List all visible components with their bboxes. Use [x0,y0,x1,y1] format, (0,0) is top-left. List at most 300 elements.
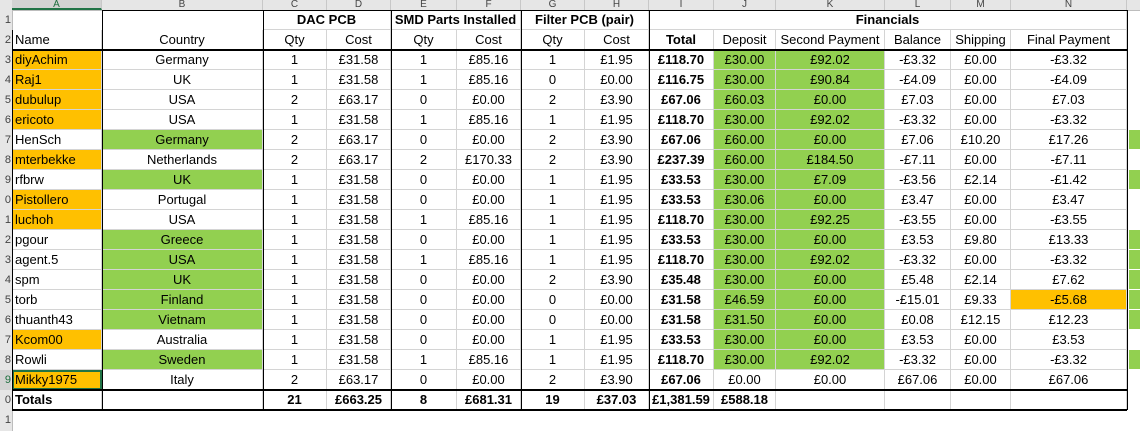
table-cell-sq[interactable]: 1 [391,350,457,370]
table-cell-shipping[interactable]: £9.33 [951,290,1011,310]
table-cell-deposit[interactable]: £30.00 [714,50,776,70]
table-cell-fq[interactable]: 2 [521,270,585,290]
table-cell-second[interactable]: £0.00 [776,370,885,390]
table-cell-fc[interactable]: £1.95 [585,330,649,350]
table-cell-name[interactable]: agent.5 [12,250,102,270]
column-header-a[interactable]: A [12,0,102,10]
table-cell-shipping[interactable]: £0.00 [951,190,1011,210]
table-cell-dq[interactable]: 1 [263,50,327,70]
table-cell-dc[interactable]: £31.58 [327,110,391,130]
table-cell-shipping[interactable]: £0.00 [951,210,1011,230]
table-cell-final[interactable]: -£7.11 [1011,150,1127,170]
table-cell-sc[interactable]: £85.16 [457,250,521,270]
table-cell-balance[interactable]: -£4.09 [885,70,951,90]
table-cell-final[interactable]: -£3.32 [1011,110,1127,130]
column-header-f[interactable]: F [457,0,521,10]
table-cell-dq[interactable]: 1 [263,330,327,350]
table-cell-total[interactable]: £31.58 [649,290,714,310]
table-cell-dq[interactable]: 1 [263,270,327,290]
table-cell-sc[interactable]: £0.00 [457,310,521,330]
column-label[interactable]: Name [12,30,102,50]
table-cell-deposit[interactable]: £46.59 [714,290,776,310]
table-cell-balance[interactable]: £7.03 [885,90,951,110]
table-cell-name[interactable]: thuanth43 [12,310,102,330]
table-cell-country[interactable]: Netherlands [102,150,263,170]
table-cell-balance[interactable]: -£3.32 [885,250,951,270]
table-cell-final[interactable]: -£3.32 [1011,250,1127,270]
table-cell-dq[interactable]: 1 [263,290,327,310]
table-cell-total[interactable]: £118.70 [649,50,714,70]
table-cell-sq[interactable]: 1 [391,250,457,270]
table-cell-fq[interactable]: 1 [521,330,585,350]
row-header[interactable]: 3 [4,54,11,66]
table-cell-total[interactable]: £67.06 [649,130,714,150]
table-cell-fq[interactable]: 1 [521,210,585,230]
table-cell-sq[interactable]: 1 [391,70,457,90]
table-cell-deposit[interactable]: £30.00 [714,230,776,250]
table-cell-dq[interactable]: 1 [263,210,327,230]
totals-empty[interactable] [776,390,885,410]
table-cell-fc[interactable]: £1.95 [585,350,649,370]
table-cell-name[interactable]: Pistollero [12,190,102,210]
table-cell-country[interactable]: Germany [102,130,263,150]
table-cell-sq[interactable]: 0 [391,330,457,350]
table-cell-sq[interactable]: 1 [391,110,457,130]
table-cell-fc[interactable]: £1.95 [585,110,649,130]
table-cell-deposit[interactable]: £0.00 [714,370,776,390]
table-cell-fq[interactable]: 1 [521,230,585,250]
table-cell-total[interactable]: £33.53 [649,170,714,190]
table-cell-dq[interactable]: 2 [263,90,327,110]
column-header-d[interactable]: D [327,0,391,10]
table-cell-total[interactable]: £67.06 [649,370,714,390]
table-cell-total[interactable]: £31.58 [649,310,714,330]
table-cell-dq[interactable]: 1 [263,230,327,250]
table-cell-country[interactable]: UK [102,270,263,290]
table-cell-sc[interactable]: £170.33 [457,150,521,170]
table-cell-name[interactable]: luchoh [12,210,102,230]
table-cell-country[interactable]: Finland [102,290,263,310]
column-header-m[interactable]: M [951,0,1011,10]
table-cell-second[interactable]: £90.84 [776,70,885,90]
table-cell-sq[interactable]: 0 [391,310,457,330]
table-cell-fc[interactable]: £0.00 [585,310,649,330]
column-header-l[interactable]: L [885,0,951,10]
table-cell-final[interactable]: £7.03 [1011,90,1127,110]
table-cell-total[interactable]: £118.70 [649,110,714,130]
table-cell-second[interactable]: £0.00 [776,310,885,330]
table-cell-name[interactable]: diyAchim [12,50,102,70]
group-header-financials[interactable]: Financials [649,10,1127,30]
table-cell-fc[interactable]: £3.90 [585,90,649,110]
table-cell-dq[interactable]: 1 [263,110,327,130]
table-cell-fc[interactable]: £3.90 [585,270,649,290]
table-cell-total[interactable]: £118.70 [649,210,714,230]
column-header-b[interactable]: B [102,0,263,10]
table-cell-sc[interactable]: £85.16 [457,50,521,70]
table-cell-final[interactable]: -£4.09 [1011,70,1127,90]
column-label[interactable]: Cost [585,30,649,50]
table-cell-final[interactable]: -£3.32 [1011,50,1127,70]
table-cell-total[interactable]: £33.53 [649,190,714,210]
table-cell-final[interactable]: -£5.68 [1011,290,1127,310]
table-cell-sc[interactable]: £0.00 [457,90,521,110]
table-cell-country[interactable]: USA [102,90,263,110]
totals-dc[interactable]: £663.25 [327,390,391,410]
table-cell-fq[interactable]: 1 [521,50,585,70]
table-cell-name[interactable]: Raj1 [12,70,102,90]
row-header[interactable]: 8 [4,354,11,366]
table-cell-second[interactable]: £0.00 [776,270,885,290]
table-cell-dq[interactable]: 1 [263,350,327,370]
table-cell-deposit[interactable]: £60.03 [714,90,776,110]
totals-fc[interactable]: £37.03 [585,390,649,410]
table-cell-dc[interactable]: £31.58 [327,50,391,70]
table-cell-shipping[interactable]: £0.00 [951,50,1011,70]
table-cell-shipping[interactable]: £0.00 [951,70,1011,90]
table-cell-fq[interactable]: 2 [521,90,585,110]
column-header-g[interactable]: G [521,0,585,10]
table-cell-shipping[interactable]: £2.14 [951,270,1011,290]
table-cell-shipping[interactable]: £0.00 [951,330,1011,350]
table-cell-final[interactable]: £13.33 [1011,230,1127,250]
table-cell-dq[interactable]: 2 [263,370,327,390]
column-label[interactable]: Final Payment [1011,30,1127,50]
table-cell-sq[interactable]: 0 [391,290,457,310]
row-header[interactable]: 5 [4,294,11,306]
table-cell-fq[interactable]: 2 [521,130,585,150]
table-cell-deposit[interactable]: £31.50 [714,310,776,330]
table-cell-second[interactable]: £0.00 [776,90,885,110]
table-cell-dc[interactable]: £31.58 [327,210,391,230]
table-cell-fc[interactable]: £1.95 [585,230,649,250]
table-cell-final[interactable]: £67.06 [1011,370,1127,390]
table-cell-total[interactable]: £33.53 [649,230,714,250]
table-cell-fc[interactable]: £1.95 [585,250,649,270]
table-cell-fq[interactable]: 1 [521,250,585,270]
table-cell-total[interactable]: £35.48 [649,270,714,290]
table-cell-total[interactable]: £118.70 [649,350,714,370]
table-cell-fc[interactable]: £1.95 [585,210,649,230]
table-cell-country[interactable]: Italy [102,370,263,390]
row-header[interactable]: 1 [4,214,11,226]
table-cell-second[interactable]: £184.50 [776,150,885,170]
table-cell-second[interactable]: £0.00 [776,290,885,310]
table-cell-fq[interactable]: 0 [521,290,585,310]
table-cell-sq[interactable]: 2 [391,150,457,170]
table-cell-deposit[interactable]: £30.00 [714,350,776,370]
table-cell-final[interactable]: £3.53 [1011,330,1127,350]
table-cell-dq[interactable]: 1 [263,250,327,270]
table-cell-name[interactable]: HenSch [12,130,102,150]
totals-empty[interactable] [951,390,1011,410]
table-cell-country[interactable]: Vietnam [102,310,263,330]
table-cell-fc[interactable]: £1.95 [585,50,649,70]
column-label[interactable]: Qty [391,30,457,50]
table-cell-balance[interactable]: £3.53 [885,330,951,350]
table-cell-dq[interactable]: 2 [263,130,327,150]
table-cell-deposit[interactable]: £30.00 [714,270,776,290]
table-cell-dc[interactable]: £31.58 [327,70,391,90]
table-cell-total[interactable]: £67.06 [649,90,714,110]
table-cell-country[interactable]: Greece [102,230,263,250]
table-cell-deposit[interactable]: £60.00 [714,130,776,150]
table-cell-second[interactable]: £92.02 [776,50,885,70]
table-cell-deposit[interactable]: £30.00 [714,330,776,350]
table-cell-fq[interactable]: 1 [521,170,585,190]
table-cell-second[interactable]: £7.09 [776,170,885,190]
table-cell-dc[interactable]: £31.58 [327,290,391,310]
table-cell-second[interactable]: £0.00 [776,190,885,210]
table-cell-fc[interactable]: £0.00 [585,70,649,90]
table-cell-fq[interactable]: 0 [521,70,585,90]
table-cell-dc[interactable]: £31.58 [327,270,391,290]
table-cell-name[interactable]: rfbrw [12,170,102,190]
row-header[interactable]: 4 [4,74,11,86]
totals-empty[interactable] [885,390,951,410]
table-cell-second[interactable]: £0.00 [776,230,885,250]
table-cell-deposit[interactable]: £30.06 [714,190,776,210]
table-cell-shipping[interactable]: £0.00 [951,370,1011,390]
column-label[interactable]: Qty [263,30,327,50]
table-cell-sc[interactable]: £0.00 [457,170,521,190]
table-cell-total[interactable]: £118.70 [649,250,714,270]
table-cell-fq[interactable]: 1 [521,190,585,210]
table-cell-balance[interactable]: £3.53 [885,230,951,250]
row-header[interactable]: 1 [4,14,11,26]
table-cell-name[interactable]: torb [12,290,102,310]
column-header-c[interactable]: C [263,0,327,10]
table-cell-balance[interactable]: -£3.32 [885,350,951,370]
table-cell-sq[interactable]: 0 [391,190,457,210]
table-cell-fc[interactable]: £0.00 [585,290,649,310]
table-cell-dc[interactable]: £31.58 [327,250,391,270]
table-cell-sc[interactable]: £0.00 [457,130,521,150]
table-cell-sc[interactable]: £0.00 [457,230,521,250]
row-header[interactable]: 0 [4,394,11,406]
column-label[interactable]: Cost [457,30,521,50]
row-header[interactable]: 3 [4,254,11,266]
table-cell-balance[interactable]: -£3.56 [885,170,951,190]
totals-empty[interactable] [1011,390,1127,410]
table-cell-balance[interactable]: £3.47 [885,190,951,210]
column-header-k[interactable]: K [776,0,885,10]
column-header-e[interactable]: E [391,0,457,10]
table-cell-sq[interactable]: 0 [391,130,457,150]
table-cell-sc[interactable]: £0.00 [457,270,521,290]
table-cell-deposit[interactable]: £30.00 [714,210,776,230]
table-cell-deposit[interactable]: £30.00 [714,250,776,270]
table-cell-sc[interactable]: £0.00 [457,290,521,310]
table-cell-sc[interactable]: £0.00 [457,370,521,390]
table-cell-sc[interactable]: £85.16 [457,350,521,370]
table-cell-fc[interactable]: £1.95 [585,170,649,190]
table-cell-name[interactable]: Rowli [12,350,102,370]
table-cell-dq[interactable]: 1 [263,170,327,190]
table-cell-deposit[interactable]: £30.00 [714,170,776,190]
row-header[interactable]: 2 [4,234,11,246]
table-cell-balance[interactable]: £7.06 [885,130,951,150]
table-cell-sq[interactable]: 0 [391,230,457,250]
table-cell-name[interactable]: Kcom00 [12,330,102,350]
column-label[interactable]: Balance [885,30,951,50]
table-cell-sq[interactable]: 0 [391,270,457,290]
table-cell-country[interactable]: USA [102,110,263,130]
table-cell-shipping[interactable]: £0.00 [951,250,1011,270]
table-cell-shipping[interactable]: £10.20 [951,130,1011,150]
totals-sq[interactable]: 8 [391,390,457,410]
table-cell-sc[interactable]: £85.16 [457,110,521,130]
table-cell-dq[interactable]: 1 [263,70,327,90]
table-cell-dc[interactable]: £63.17 [327,150,391,170]
table-cell-dq[interactable]: 1 [263,310,327,330]
table-cell-dq[interactable]: 2 [263,150,327,170]
column-label[interactable]: Cost [327,30,391,50]
table-cell-country[interactable]: USA [102,250,263,270]
table-cell-shipping[interactable]: £12.15 [951,310,1011,330]
totals-total[interactable]: £1,381.59 [649,390,714,410]
totals-label[interactable]: Totals [12,390,102,410]
table-cell-dc[interactable]: £63.17 [327,130,391,150]
table-cell-name[interactable]: mterbekke [12,150,102,170]
column-header-n[interactable]: N [1011,0,1127,10]
table-cell-name[interactable]: spm [12,270,102,290]
table-cell-shipping[interactable]: £0.00 [951,90,1011,110]
table-cell-balance[interactable]: -£7.11 [885,150,951,170]
row-header[interactable]: 6 [4,314,11,326]
table-cell-fq[interactable]: 0 [521,310,585,330]
table-cell-country[interactable]: USA [102,210,263,230]
group-header-dac[interactable]: DAC PCB [263,10,391,30]
table-cell-balance[interactable]: £67.06 [885,370,951,390]
table-cell-fq[interactable]: 2 [521,370,585,390]
table-cell-dc[interactable]: £31.58 [327,310,391,330]
table-cell-fc[interactable]: £3.90 [585,370,649,390]
column-label[interactable]: Shipping [951,30,1011,50]
table-cell-sq[interactable]: 1 [391,210,457,230]
table-cell-name[interactable]: dubulup [12,90,102,110]
table-cell-shipping[interactable]: £0.00 [951,150,1011,170]
table-cell-dc[interactable]: £63.17 [327,90,391,110]
table-cell-dc[interactable]: £31.58 [327,230,391,250]
column-header-i[interactable]: I [649,0,714,10]
table-cell-second[interactable]: £0.00 [776,130,885,150]
table-cell-country[interactable]: UK [102,170,263,190]
table-cell-deposit[interactable]: £30.00 [714,70,776,90]
totals-deposit[interactable]: £588.18 [714,390,776,410]
table-cell-second[interactable]: £92.02 [776,250,885,270]
table-cell-country[interactable]: Germany [102,50,263,70]
table-cell-balance[interactable]: £5.48 [885,270,951,290]
row-header[interactable]: 0 [4,194,11,206]
table-cell-country[interactable]: UK [102,70,263,90]
table-cell-dc[interactable]: £31.58 [327,350,391,370]
column-label[interactable]: Deposit [714,30,776,50]
table-cell-sq[interactable]: 1 [391,50,457,70]
table-cell-fq[interactable]: 1 [521,110,585,130]
column-label[interactable]: Total [649,30,714,50]
table-cell-fc[interactable]: £1.95 [585,190,649,210]
table-cell-dc[interactable]: £31.58 [327,330,391,350]
table-cell-shipping[interactable]: £2.14 [951,170,1011,190]
row-header[interactable]: 7 [4,134,11,146]
table-cell-balance[interactable]: -£3.32 [885,110,951,130]
table-cell-sc[interactable]: £85.16 [457,210,521,230]
table-cell-second[interactable]: £0.00 [776,330,885,350]
table-cell-shipping[interactable]: £0.00 [951,110,1011,130]
table-cell-country[interactable]: Sweden [102,350,263,370]
table-cell-fc[interactable]: £3.90 [585,130,649,150]
group-header-filter[interactable]: Filter PCB (pair) [521,10,649,30]
table-cell-country[interactable]: Portugal [102,190,263,210]
row-header[interactable]: 8 [4,154,11,166]
table-cell-dc[interactable]: £31.58 [327,190,391,210]
totals-dq[interactable]: 21 [263,390,327,410]
group-header-smd[interactable]: SMD Parts Installed [391,10,521,30]
table-cell-total[interactable]: £237.39 [649,150,714,170]
column-header-j[interactable]: J [714,0,776,10]
table-cell-deposit[interactable]: £30.00 [714,110,776,130]
table-cell-second[interactable]: £92.25 [776,210,885,230]
table-cell-second[interactable]: £92.02 [776,350,885,370]
table-cell-final[interactable]: -£3.55 [1011,210,1127,230]
table-cell-name[interactable]: Mikky1975 [12,370,102,390]
table-cell-country[interactable]: Australia [102,330,263,350]
row-header[interactable]: 9 [0,370,11,390]
table-cell-final[interactable]: £7.62 [1011,270,1127,290]
table-cell-fq[interactable]: 1 [521,350,585,370]
column-label[interactable]: Country [102,30,263,50]
table-cell-name[interactable]: ericoto [12,110,102,130]
table-cell-name[interactable]: pgour [12,230,102,250]
row-header[interactable]: 5 [4,94,11,106]
table-cell-final[interactable]: £17.26 [1011,130,1127,150]
table-cell-sq[interactable]: 0 [391,90,457,110]
row-header[interactable]: 4 [4,274,11,286]
totals-empty[interactable] [102,390,263,410]
table-cell-sq[interactable]: 0 [391,170,457,190]
table-cell-final[interactable]: £12.23 [1011,310,1127,330]
table-cell-balance[interactable]: -£15.01 [885,290,951,310]
row-header[interactable]: 9 [4,174,11,186]
table-cell-sq[interactable]: 0 [391,370,457,390]
column-label[interactable]: Second Payment [776,30,885,50]
table-cell-balance[interactable]: -£3.55 [885,210,951,230]
table-cell-final[interactable]: £3.47 [1011,190,1127,210]
column-header-h[interactable]: H [585,0,649,10]
row-header[interactable]: 7 [4,334,11,346]
table-cell-dq[interactable]: 1 [263,190,327,210]
table-cell-sc[interactable]: £85.16 [457,70,521,90]
table-cell-deposit[interactable]: £60.00 [714,150,776,170]
totals-sc[interactable]: £681.31 [457,390,521,410]
row-header[interactable]: 1 [4,414,11,426]
table-cell-second[interactable]: £92.02 [776,110,885,130]
table-cell-final[interactable]: -£3.32 [1011,350,1127,370]
row-header[interactable]: 6 [4,114,11,126]
row-header[interactable]: 2 [4,34,11,46]
table-cell-balance[interactable]: £0.08 [885,310,951,330]
totals-fq[interactable]: 19 [521,390,585,410]
table-cell-shipping[interactable]: £0.00 [951,350,1011,370]
table-cell-total[interactable]: £116.75 [649,70,714,90]
table-cell-total[interactable]: £33.53 [649,330,714,350]
table-cell-sc[interactable]: £0.00 [457,190,521,210]
table-cell-dc[interactable]: £31.58 [327,170,391,190]
table-cell-dc[interactable]: £63.17 [327,370,391,390]
table-cell-fc[interactable]: £3.90 [585,150,649,170]
table-cell-shipping[interactable]: £9.80 [951,230,1011,250]
